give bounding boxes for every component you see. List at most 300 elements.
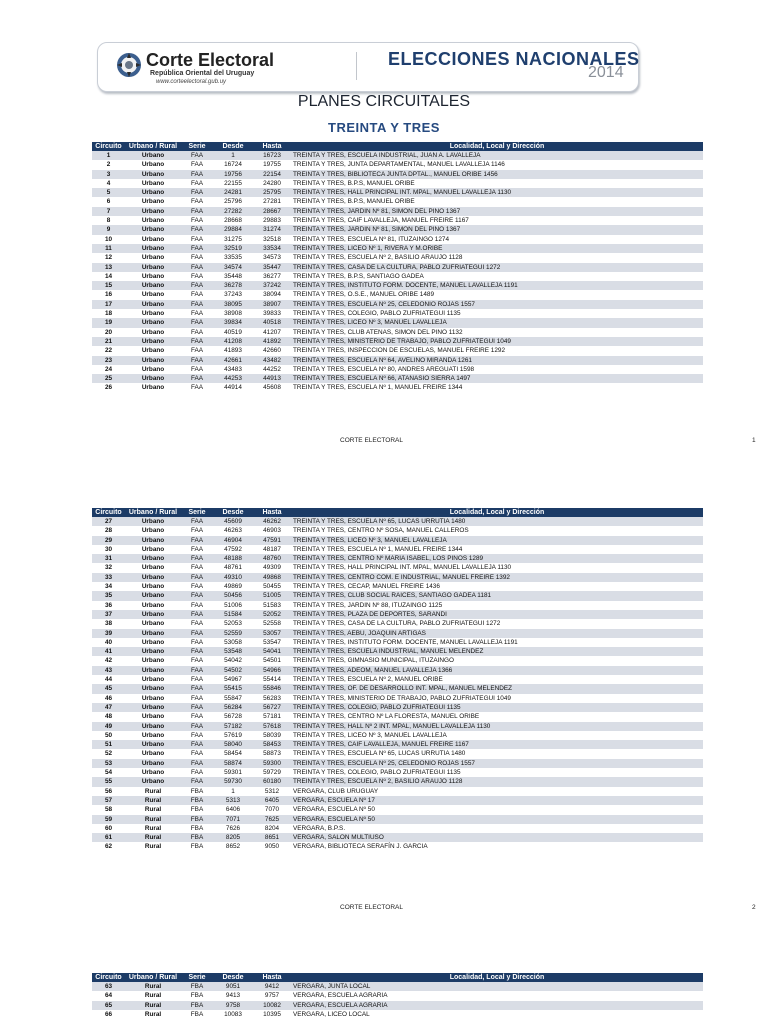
cell-circuito: 31: [92, 554, 125, 563]
cell-serie: FAA: [190, 310, 204, 318]
table-row: [92, 244, 703, 253]
cell-circuito: 37: [92, 610, 125, 619]
cell-localidad: TREINTA Y TRES, BIBLIOTECA JUNTA DPTAL., MANUEL ORIBE 1456: [291, 170, 703, 179]
cell-desde: 1: [213, 151, 253, 160]
cell-hasta: 55414: [263, 676, 281, 684]
cell-serie: FAA: [190, 657, 204, 665]
cell-circuito: 39: [92, 629, 125, 638]
cell-circuito: 63: [92, 982, 125, 991]
cell-urbano-rural: Urbano: [125, 629, 181, 638]
cell-serie: FBA: [181, 796, 213, 805]
cell-hasta: 10082: [253, 1001, 291, 1010]
cell-localidad: TREINTA Y TRES, ESCUELA INDUSTRIAL, JUAN A. LAVALLEJA: [291, 151, 703, 160]
cell-localidad: TREINTA Y TRES, CAIF LAVALLEJA, MANUEL FREIRE 1167: [293, 217, 469, 225]
cell-hasta: 31274: [253, 225, 291, 234]
cell-circuito: 7: [92, 207, 125, 216]
cell-hasta: 49309: [263, 564, 281, 572]
cell-serie: FBA: [190, 1010, 204, 1018]
cell-serie: FAA: [190, 713, 204, 721]
cell-urbano-rural: Urbano: [125, 356, 181, 365]
cell-hasta: 38907: [253, 300, 291, 309]
cell-serie: FAA: [181, 170, 213, 179]
cell-circuito: 9: [92, 225, 125, 234]
cell-serie: FAA: [181, 666, 213, 675]
cell-desde: 28668: [224, 217, 242, 225]
table-row: [92, 356, 703, 365]
table-row: [92, 982, 703, 991]
cell-serie: FBA: [190, 843, 204, 851]
circuit-table-page-2: [92, 508, 703, 852]
table-row: [92, 787, 703, 796]
cell-urbano-rural: Urbano: [141, 198, 165, 206]
cell-serie: FBA: [190, 824, 204, 832]
table-row: [92, 582, 703, 591]
cell-circuito: 3: [92, 170, 125, 179]
cell-desde: 5313: [213, 796, 253, 805]
cell-circuito: 62: [104, 843, 113, 851]
cell-desde: 41893: [224, 347, 242, 355]
cell-desde: 31275: [224, 235, 242, 243]
cell-serie: FAA: [181, 517, 213, 526]
cell-hasta: 58453: [253, 740, 291, 749]
cell-circuito: 8: [106, 217, 111, 225]
table-row: [92, 170, 703, 179]
cell-desde: 24281: [213, 188, 253, 197]
col-header-circuito: Circuito: [92, 973, 125, 982]
cell-urbano-rural: Urbano: [141, 179, 165, 187]
cell-localidad: VERGARA, ESCUELA AGRARIA: [293, 992, 388, 1000]
table-row: [92, 272, 703, 281]
cell-hasta: 48187: [263, 545, 281, 553]
cell-desde: 59730: [213, 777, 253, 786]
col-header-hasta: Hasta: [253, 142, 291, 151]
cell-circuito: 45: [92, 684, 125, 693]
cell-desde: 51584: [213, 610, 253, 619]
cell-serie: FAA: [181, 281, 213, 290]
cell-urbano-rural: Rural: [144, 992, 162, 1000]
cell-serie: FAA: [181, 610, 213, 619]
cell-urbano-rural: Urbano: [125, 318, 181, 327]
cell-hasta: 52052: [253, 610, 291, 619]
cell-urbano-rural: Urbano: [125, 610, 181, 619]
cell-hasta: 7070: [264, 806, 280, 814]
cell-urbano-rural: Urbano: [125, 722, 181, 731]
cell-hasta: 7625: [253, 815, 291, 824]
table-row: [92, 1010, 703, 1019]
cell-circuito: 46: [104, 694, 113, 702]
cell-circuito: 41: [92, 647, 125, 656]
cell-desde: 46904: [213, 536, 253, 545]
cell-hasta: 37242: [253, 281, 291, 290]
cell-desde: 32519: [213, 244, 253, 253]
table-row: [92, 591, 703, 600]
cell-hasta: 59729: [263, 769, 281, 777]
cell-hasta: 40518: [253, 318, 291, 327]
footer-page-number: 1: [752, 437, 756, 444]
cell-desde: 8205: [213, 833, 253, 842]
cell-desde: 37243: [224, 291, 242, 299]
cell-hasta: 44913: [253, 374, 291, 383]
cell-localidad: TREINTA Y TRES, GIMNASIO MUNICIPAL, ITUZAINGO: [293, 657, 454, 665]
cell-urbano-rural: Urbano: [125, 207, 181, 216]
cell-localidad: TREINTA Y TRES, AEBU, JOAQUIN ARTIGAS: [291, 629, 703, 638]
cell-circuito: 11: [92, 244, 125, 253]
cell-serie: FAA: [181, 225, 213, 234]
table-row: [92, 991, 703, 1000]
cell-circuito: 44: [104, 676, 113, 684]
cell-hasta: 25795: [253, 188, 291, 197]
cell-localidad: TREINTA Y TRES, ESCUELA Nº 2, BASILIO ARAUJO 1128: [293, 254, 463, 262]
cell-circuito: 22: [104, 347, 113, 355]
cell-desde: 27282: [213, 207, 253, 216]
cell-circuito: 53: [92, 759, 125, 768]
cell-serie: FAA: [190, 235, 204, 243]
cell-hasta: 5312: [264, 787, 280, 795]
cell-hasta: 9412: [253, 982, 291, 991]
cell-serie: FAA: [190, 694, 204, 702]
table-row: [92, 573, 703, 582]
cell-serie: FAA: [181, 647, 213, 656]
cell-circuito: 66: [104, 1010, 113, 1018]
table-row: [92, 179, 703, 188]
cell-serie: FAA: [181, 151, 213, 160]
table-row: [92, 796, 703, 805]
table-row: [92, 675, 703, 684]
cell-urbano-rural: Urbano: [125, 244, 181, 253]
table-row: [92, 290, 703, 299]
cell-hasta: 16723: [253, 151, 291, 160]
cell-circuito: 60: [104, 824, 113, 832]
cell-desde: 59301: [224, 769, 242, 777]
cell-localidad: VERGARA, ESCUELA Nº 17: [291, 796, 703, 805]
cell-hasta: 52558: [263, 620, 281, 628]
cell-localidad: TREINTA Y TRES, ESCUELA Nº 2, MANUEL ORIBE: [293, 676, 443, 684]
cell-localidad: VERGARA, ESCUELA AGRARIA: [291, 1001, 703, 1010]
cell-urbano-rural: Urbano: [141, 713, 165, 721]
cell-hasta: 46903: [263, 527, 281, 535]
cell-desde: 22155: [224, 179, 242, 187]
cell-desde: 41208: [213, 337, 253, 346]
cell-urbano-rural: Rural: [144, 806, 162, 814]
cell-circuito: 1: [92, 151, 125, 160]
table-header-row: [92, 508, 703, 517]
cell-desde: 9758: [213, 1001, 253, 1010]
cell-serie: FAA: [181, 591, 213, 600]
cell-hasta: 51005: [253, 591, 291, 600]
cell-urbano-rural: Urbano: [125, 759, 181, 768]
cell-urbano-rural: Urbano: [141, 365, 165, 373]
table-row: [92, 225, 703, 234]
cell-serie: FAA: [190, 328, 204, 336]
election-title: ELECCIONES NACIONALES: [388, 49, 640, 69]
table-row: [92, 629, 703, 638]
table-row: [92, 151, 703, 160]
table-row: [92, 833, 703, 842]
cell-localidad: TREINTA Y TRES, PLAZA DE DEPORTES, SARANDI: [291, 610, 703, 619]
cell-hasta: 49868: [253, 573, 291, 582]
table-row: [92, 253, 703, 262]
cell-hasta: 54501: [263, 657, 281, 665]
cell-serie: FAA: [181, 684, 213, 693]
cell-circuito: 38: [104, 620, 113, 628]
cell-serie: FAA: [181, 703, 213, 712]
cell-desde: 35448: [224, 272, 242, 280]
cell-serie: FAA: [190, 527, 204, 535]
col-header-serie: Serie: [181, 142, 213, 151]
cell-circuito: 36: [104, 601, 113, 609]
cell-hasta: 56283: [263, 694, 281, 702]
cell-serie: FAA: [190, 583, 204, 591]
col-header-localidad: Localidad, Local y Dirección: [291, 142, 703, 151]
table-row: [92, 815, 703, 824]
cell-serie: FAA: [190, 254, 204, 262]
cell-circuito: 28: [104, 527, 113, 535]
header-divider: [356, 52, 357, 80]
cell-serie: FAA: [181, 207, 213, 216]
table-row: [92, 160, 703, 169]
cell-hasta: 53057: [253, 629, 291, 638]
cell-desde: 40519: [224, 328, 242, 336]
cell-localidad: TREINTA Y TRES, INSTITUTO FORM. DOCENTE, MANUEL LAVALLEJA 1191: [291, 281, 703, 290]
cell-localidad: TREINTA Y TRES, MINISTERIO DE TRABAJO, PABLO ZUFRIATEGUI 1049: [291, 337, 703, 346]
footer-page-number: 2: [752, 904, 756, 911]
cell-circuito: 56: [104, 787, 113, 795]
table-row: [92, 638, 703, 647]
cell-serie: FAA: [181, 740, 213, 749]
cell-hasta: 54041: [253, 647, 291, 656]
cell-circuito: 18: [104, 310, 113, 318]
cell-desde: 46263: [224, 527, 242, 535]
cell-desde: 49869: [224, 583, 242, 591]
col-header-circuito: Circuito: [92, 508, 125, 517]
cell-circuito: 19: [92, 318, 125, 327]
cell-urbano-rural: Urbano: [125, 684, 181, 693]
cell-localidad: TREINTA Y TRES, CLUB SOCIAL RAICES, SANTIAGO GADEA 1181: [291, 591, 703, 600]
cell-hasta: 60180: [253, 777, 291, 786]
col-header-hasta: Hasta: [253, 973, 291, 982]
table-row: [92, 684, 703, 693]
cell-serie: FAA: [181, 629, 213, 638]
circuit-table-page-3: [92, 973, 703, 1019]
cell-circuito: 10: [104, 235, 113, 243]
table-row: [92, 842, 703, 851]
cell-hasta: 51583: [263, 601, 281, 609]
cell-urbano-rural: Urbano: [141, 545, 165, 553]
cell-hasta: 58873: [263, 750, 281, 758]
cell-desde: 1: [231, 787, 235, 795]
cell-serie: FAA: [190, 291, 204, 299]
cell-localidad: TREINTA Y TRES, ADEOM, MANUEL LAVALLEJA 1366: [291, 666, 703, 675]
cell-urbano-rural: Rural: [125, 1001, 181, 1010]
cell-circuito: 23: [92, 356, 125, 365]
table-row: [92, 805, 703, 814]
cell-circuito: 43: [92, 666, 125, 675]
circuit-table-page-1: [92, 142, 703, 393]
cell-desde: 8652: [225, 843, 241, 851]
cell-desde: 58454: [224, 750, 242, 758]
cell-circuito: 12: [104, 254, 113, 262]
cell-urbano-rural: Urbano: [125, 263, 181, 272]
cell-urbano-rural: Urbano: [141, 694, 165, 702]
cell-serie: FAA: [181, 318, 213, 327]
cell-localidad: TREINTA Y TRES, CAIF LAVALLEJA, MANUEL FREIRE 1167: [291, 740, 703, 749]
cell-serie: FAA: [181, 536, 213, 545]
cell-circuito: 2: [106, 161, 111, 169]
table-row: [92, 703, 703, 712]
cell-desde: 10083: [224, 1010, 242, 1018]
cell-localidad: TREINTA Y TRES, ESCUELA Nº 1, MANUEL FREIRE 1344: [293, 545, 463, 553]
cell-hasta: 33534: [253, 244, 291, 253]
cell-localidad: TREINTA Y TRES, ESCUELA Nº 80, ANDRES AREGUATI 1598: [293, 365, 475, 373]
cell-circuito: 20: [104, 328, 113, 336]
election-year: 2014: [588, 64, 624, 81]
cell-localidad: TREINTA Y TRES, ESCUELA Nº 65, LUCAS URRUTIA 1480: [293, 750, 466, 758]
cell-serie: FAA: [181, 337, 213, 346]
cell-urbano-rural: Urbano: [141, 657, 165, 665]
col-header-desde: Desde: [213, 142, 253, 151]
cell-urbano-rural: Urbano: [125, 777, 181, 786]
table-row: [92, 619, 703, 628]
department-title: TREINTA Y TRES: [328, 120, 440, 135]
table-row: [92, 374, 703, 383]
cell-circuito: 54: [104, 769, 113, 777]
cell-hasta: 50455: [263, 583, 281, 591]
cell-localidad: VERGARA, ESCUELA Nº 50: [293, 806, 375, 814]
cell-localidad: VERGARA, BIBLIOTECA SERAFÍN J. GARCIA: [293, 843, 428, 851]
cell-localidad: TREINTA Y TRES, JARDIN Nº 81, SIMON DEL PINO 1367: [291, 225, 703, 234]
cell-hasta: 42660: [263, 347, 281, 355]
cell-hasta: 39833: [263, 310, 281, 318]
cell-desde: 51006: [224, 601, 242, 609]
cell-hasta: 9757: [264, 992, 280, 1000]
cell-circuito: 65: [92, 1001, 125, 1010]
cell-urbano-rural: Urbano: [141, 328, 165, 336]
cell-hasta: 57618: [253, 722, 291, 731]
cell-urbano-rural: Urbano: [141, 601, 165, 609]
cell-serie: FAA: [190, 750, 204, 758]
cell-localidad: TREINTA Y TRES, LICEO Nº 3, MANUEL LAVALLEJA: [291, 536, 703, 545]
cell-serie: FAA: [190, 198, 204, 206]
cell-hasta: 28667: [253, 207, 291, 216]
cell-desde: 7071: [213, 815, 253, 824]
cell-hasta: 32518: [263, 235, 281, 243]
cell-desde: 44914: [224, 384, 242, 392]
table-row: [92, 207, 703, 216]
cell-hasta: 47591: [253, 536, 291, 545]
cell-localidad: TREINTA Y TRES, HALL PRINCIPAL INT. MPAL, MANUEL LAVALLEJA 1130: [293, 564, 512, 572]
cell-serie: FAA: [190, 731, 204, 739]
cell-localidad: TREINTA Y TRES, LICEO Nº 1, RIVERA Y M.ORIBE: [291, 244, 703, 253]
cell-localidad: VERGARA, LICEO LOCAL: [293, 1010, 370, 1018]
cell-serie: FAA: [181, 374, 213, 383]
cell-serie: FAA: [190, 601, 204, 609]
table-row: [92, 759, 703, 768]
cell-urbano-rural: Urbano: [141, 769, 165, 777]
brand-name: Corte Electoral: [146, 50, 275, 70]
cell-desde: 42661: [213, 356, 253, 365]
cell-urbano-rural: Urbano: [141, 347, 165, 355]
cell-desde: 38095: [213, 300, 253, 309]
cell-localidad: TREINTA Y TRES, ESCUELA Nº 65, LUCAS URRUTIA 1480: [291, 517, 703, 526]
cell-hasta: 6405: [253, 796, 291, 805]
cell-urbano-rural: Urbano: [141, 217, 165, 225]
col-header-hasta: Hasta: [253, 508, 291, 517]
cell-circuito: 21: [92, 337, 125, 346]
corte-electoral-seal-icon: [116, 52, 142, 78]
cell-hasta: 46262: [253, 517, 291, 526]
cell-hasta: 41207: [263, 328, 281, 336]
cell-serie: FAA: [181, 263, 213, 272]
table-row: [92, 235, 703, 244]
cell-localidad: TREINTA Y TRES, CASA DE LA CULTURA, PABLO ZUFRIATEGUI 1272: [291, 263, 703, 272]
table-row: [92, 1001, 703, 1010]
cell-desde: 25796: [224, 198, 242, 206]
table-row: [92, 281, 703, 290]
cell-localidad: TREINTA Y TRES, OF. DE DESARROLLO INT. MPAL, MANUEL MELENDEZ: [291, 684, 703, 693]
cell-urbano-rural: Urbano: [141, 235, 165, 243]
cell-localidad: TREINTA Y TRES, JARDIN Nº 88, ITUZAINGO 1125: [293, 601, 443, 609]
cell-localidad: TREINTA Y TRES, HALL PRINCIPAL INT. MPAL, MANUEL LAVALLEJA 1130: [291, 188, 703, 197]
cell-circuito: 25: [92, 374, 125, 383]
cell-serie: FBA: [181, 1001, 213, 1010]
cell-desde: 53058: [224, 638, 242, 646]
cell-serie: FAA: [190, 620, 204, 628]
cell-desde: 47592: [224, 545, 242, 553]
cell-serie: FBA: [190, 787, 204, 795]
cell-urbano-rural: Rural: [125, 982, 181, 991]
table-row: [92, 666, 703, 675]
footer-label: CORTE ELECTORAL: [340, 437, 403, 444]
table-row: [92, 545, 703, 554]
table-row: [92, 536, 703, 545]
table-row: [92, 188, 703, 197]
cell-desde: 39834: [213, 318, 253, 327]
cell-hasta: 10395: [263, 1010, 281, 1018]
cell-serie: FAA: [190, 347, 204, 355]
cell-localidad: TREINTA Y TRES, CENTRO Nº MARIA ISABEL, LOS PINOS 1289: [291, 554, 703, 563]
cell-hasta: 38094: [263, 291, 281, 299]
brand-url: www.corteelectoral.gub.uy: [156, 79, 227, 85]
cell-desde: 36278: [213, 281, 253, 290]
cell-serie: FAA: [181, 554, 213, 563]
cell-serie: FAA: [181, 777, 213, 786]
cell-localidad: TREINTA Y TRES, O.S.E., MANUEL ORIBE 1489: [293, 291, 434, 299]
col-header-urbano-rural: Urbano / Rural: [125, 142, 181, 151]
table-row: [92, 337, 703, 346]
table-row: [92, 722, 703, 731]
cell-desde: 52053: [224, 620, 242, 628]
cell-circuito: 34: [104, 583, 113, 591]
cell-circuito: 5: [92, 188, 125, 197]
cell-circuito: 40: [104, 638, 113, 646]
cell-circuito: 30: [104, 545, 113, 553]
cell-urbano-rural: Urbano: [125, 703, 181, 712]
cell-urbano-rural: Urbano: [125, 517, 181, 526]
cell-hasta: 8651: [253, 833, 291, 842]
cell-desde: 58874: [213, 759, 253, 768]
cell-localidad: TREINTA Y TRES, CENTRO Nº LA FLORESTA, MANUEL ORIBE: [293, 713, 480, 721]
cell-localidad: TREINTA Y TRES, CECAP, MANUEL FREIRE 1436: [293, 583, 440, 591]
table-row: [92, 610, 703, 619]
cell-hasta: 41892: [253, 337, 291, 346]
cell-serie: FAA: [181, 244, 213, 253]
cell-serie: FBA: [181, 815, 213, 824]
cell-localidad: TREINTA Y TRES, JUNTA DEPARTAMENTAL, MANUEL LAVALLEJA 1146: [293, 161, 505, 169]
cell-localidad: TREINTA Y TRES, CLUB ATENAS, SIMON DEL PINO 1132: [293, 328, 463, 336]
cell-circuito: 51: [92, 740, 125, 749]
cell-hasta: 58039: [263, 731, 281, 739]
cell-hasta: 9050: [264, 843, 280, 851]
